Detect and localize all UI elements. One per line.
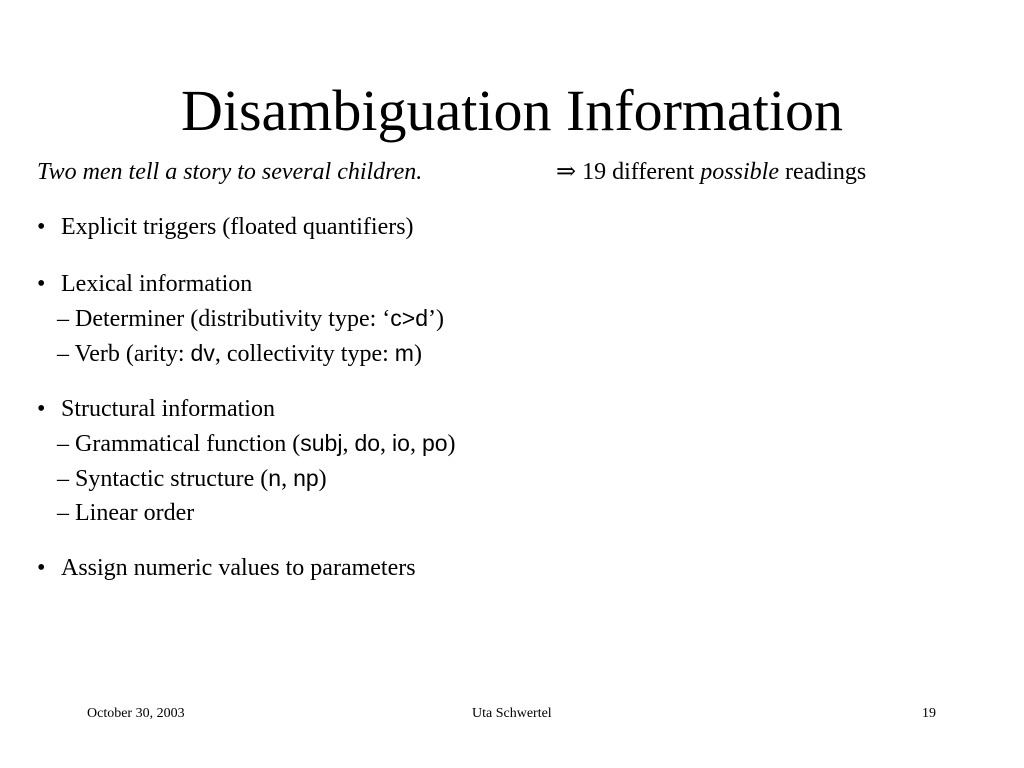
distributivity-code: c>d	[390, 305, 428, 331]
function-code: subj	[300, 430, 343, 456]
function-code: io	[392, 430, 410, 456]
bullet-text: Structural information	[61, 396, 275, 422]
syntax-code: n	[268, 465, 282, 491]
separator: ,	[342, 431, 355, 457]
bullet-dot-icon: •	[37, 555, 46, 581]
bullet-text: Assign numeric values to parameters	[61, 555, 416, 581]
quote-mark: ‘	[382, 306, 391, 332]
readings-emphasis: possible	[700, 159, 779, 185]
bullet-dot-icon: •	[37, 271, 46, 297]
sub-item-linear-order	[37, 496, 456, 530]
sub-item-text: )	[447, 431, 456, 457]
sub-item-text: )	[436, 306, 444, 332]
footer-author: Uta Schwertel	[472, 706, 552, 721]
sub-item-verb	[37, 336, 444, 371]
sub-item-text: – Grammatical function (	[57, 431, 301, 457]
bullet-text: Lexical information	[61, 271, 253, 297]
sub-item-syntactic-structure	[37, 461, 456, 496]
bullet-assign-numeric-values	[37, 551, 416, 585]
bullet-text: Explicit triggers (floated quantifiers)	[61, 214, 414, 240]
sub-item-text: )	[318, 466, 327, 492]
sub-item-text: , collectivity type:	[214, 341, 395, 367]
readings-line	[556, 157, 866, 187]
separator: ,	[281, 466, 294, 492]
sub-item-text: – Syntactic structure (	[57, 466, 269, 492]
function-code: po	[421, 430, 448, 456]
readings-suffix: readings	[784, 159, 867, 185]
bullet-structural-information	[37, 392, 456, 530]
arity-code: dv	[190, 340, 215, 366]
collectivity-code: m	[394, 340, 414, 366]
bullet-lexical-information	[37, 267, 444, 371]
sub-item-determiner	[37, 301, 444, 336]
quote-mark: ’	[428, 306, 436, 332]
footer-date: October 30, 2003	[87, 706, 185, 721]
separator: ,	[380, 431, 393, 457]
function-code: do	[354, 430, 381, 456]
sub-item-grammatical-function	[37, 426, 456, 461]
footer-page-number: 19	[922, 706, 936, 721]
sub-item-text: – Verb (arity:	[57, 341, 191, 367]
readings-count: 19 different	[582, 159, 695, 185]
sub-item-text: – Linear order	[57, 500, 195, 526]
sub-item-text: – Determiner (distributivity type:	[57, 306, 383, 332]
bullet-dot-icon: •	[37, 396, 46, 422]
bullet-explicit-triggers	[37, 210, 414, 244]
implies-arrow-icon: ⇒	[556, 159, 577, 185]
syntax-code: np	[293, 465, 319, 491]
separator: ,	[409, 431, 422, 457]
example-sentence: Two men tell a story to several children.	[37, 159, 423, 185]
bullet-dot-icon: •	[37, 214, 46, 240]
sub-item-text: )	[413, 341, 422, 367]
slide-title: Disambiguation Information	[180, 78, 844, 143]
